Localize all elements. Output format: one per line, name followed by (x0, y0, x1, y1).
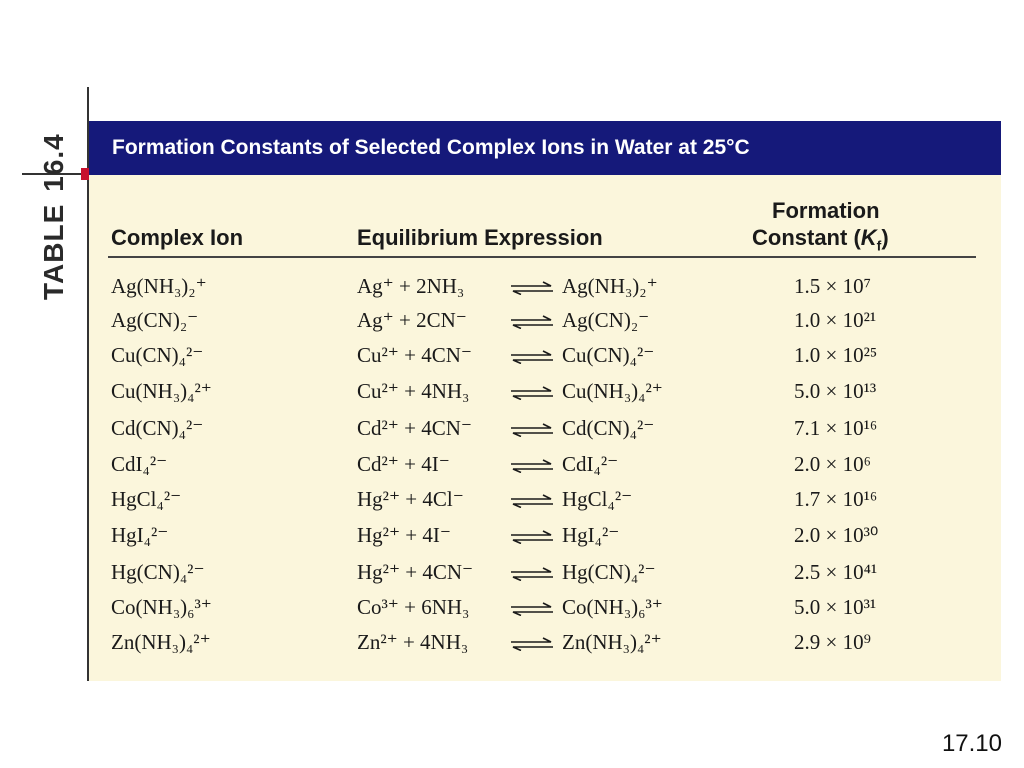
table-side-label-number: 16.4 (38, 133, 69, 192)
table-row (0, 270, 1024, 304)
product: Cd(CN)₄²⁻ (562, 416, 655, 440)
equilibrium-arrow-icon (509, 315, 555, 329)
reactants: Hg²⁺ + 4Cl⁻ (357, 487, 464, 511)
reactants: Ag⁺ + 2NH₃ (357, 274, 465, 298)
table-row (0, 339, 1024, 373)
header-constant-text: Constant ( (752, 225, 861, 250)
header-rule (108, 256, 976, 258)
product: Hg(CN)₄²⁻ (562, 560, 656, 584)
header-complex-ion: Complex Ion (111, 225, 244, 250)
header-constant (752, 225, 889, 253)
formation-constant: 1.7 × 10¹⁶ (794, 487, 878, 511)
product: Ag(NH₃)₂⁺ (562, 274, 658, 298)
product: Co(NH₃)₆³⁺ (562, 595, 663, 619)
product: Cu(NH₃)₄²⁺ (562, 379, 663, 403)
table-row (0, 556, 1024, 590)
complex-ion: Ag(CN)₂⁻ (111, 308, 199, 332)
formation-constant: 2.9 × 10⁹ (794, 630, 871, 654)
formation-constant: 1.0 × 10²¹ (794, 308, 877, 332)
formation-constant: 2.0 × 10³⁰ (794, 523, 879, 547)
equilibrium-arrow-icon (509, 459, 555, 473)
formation-constant: 2.0 × 10⁶ (794, 452, 871, 476)
product: Cu(CN)₄²⁻ (562, 343, 655, 367)
table-row (0, 591, 1024, 625)
header-formation: Formation (772, 198, 880, 223)
complex-ion: Cu(CN)₄²⁻ (111, 343, 204, 367)
table-row (0, 519, 1024, 553)
equilibrium-arrow-icon (509, 494, 555, 508)
equilibrium-arrow-icon (509, 423, 555, 437)
reactants: Co³⁺ + 6NH₃ (357, 595, 470, 619)
table-row (0, 483, 1024, 517)
table-row (0, 304, 1024, 338)
complex-ion: Ag(NH₃)₂⁺ (111, 274, 207, 298)
equilibrium-arrow-icon (509, 386, 555, 400)
complex-ion: Cd(CN)₄²⁻ (111, 416, 204, 440)
reactants: Hg²⁺ + 4I⁻ (357, 523, 451, 547)
reactants: Hg²⁺ + 4CN⁻ (357, 560, 474, 584)
complex-ion: HgCl₄²⁻ (111, 487, 182, 511)
formation-constant: 1.5 × 10⁷ (794, 274, 871, 298)
complex-ion: Cu(NH₃)₄²⁺ (111, 379, 212, 403)
equilibrium-arrow-icon (509, 281, 555, 295)
product: CdI₄²⁻ (562, 452, 619, 476)
reactants: Ag⁺ + 2CN⁻ (357, 308, 467, 332)
equilibrium-arrow-icon (509, 602, 555, 616)
table-row (0, 375, 1024, 409)
product: Zn(NH₃)₄²⁺ (562, 630, 662, 654)
complex-ion: Zn(NH₃)₄²⁺ (111, 630, 211, 654)
table-side-label (38, 85, 70, 300)
header-constant-sub: f (876, 237, 882, 254)
formation-constant: 7.1 × 10¹⁶ (794, 416, 878, 440)
table-title: Formation Constants of Selected Complex Ions in Water at 25°C (112, 136, 750, 159)
formation-constant: 5.0 × 10¹³ (794, 379, 877, 403)
table-row (0, 626, 1024, 660)
equilibrium-arrow-icon (509, 567, 555, 581)
equilibrium-arrow-icon (509, 530, 555, 544)
table-row (0, 412, 1024, 446)
page-number: 17.10 (941, 730, 1002, 757)
header-constant-close: ) (881, 225, 889, 250)
formation-constant: 5.0 × 10³¹ (794, 595, 877, 619)
complex-ion: Co(NH₃)₆³⁺ (111, 595, 212, 619)
product: HgCl₄²⁻ (562, 487, 633, 511)
table-side-label-prefix: TABLE (38, 203, 69, 300)
complex-ion: Hg(CN)₄²⁻ (111, 560, 205, 584)
header-equilibrium-expression: Equilibrium Expression (357, 225, 603, 250)
reactants: Cd²⁺ + 4CN⁻ (357, 416, 472, 440)
reactants: Cu²⁺ + 4NH₃ (357, 379, 470, 403)
product: HgI₄²⁻ (562, 523, 620, 547)
complex-ion: HgI₄²⁻ (111, 523, 169, 547)
equilibrium-arrow-icon (509, 637, 555, 651)
reactants: Cd²⁺ + 4I⁻ (357, 452, 450, 476)
table-row (0, 448, 1024, 482)
formation-constant: 1.0 × 10²⁵ (794, 343, 878, 367)
complex-ion: CdI₄²⁻ (111, 452, 168, 476)
formation-constant: 2.5 × 10⁴¹ (794, 560, 878, 584)
reactants: Zn²⁺ + 4NH₃ (357, 630, 469, 654)
product: Ag(CN)₂⁻ (562, 308, 650, 332)
reactants: Cu²⁺ + 4CN⁻ (357, 343, 472, 367)
header-constant-symbol: K (860, 225, 877, 250)
equilibrium-arrow-icon (509, 350, 555, 364)
